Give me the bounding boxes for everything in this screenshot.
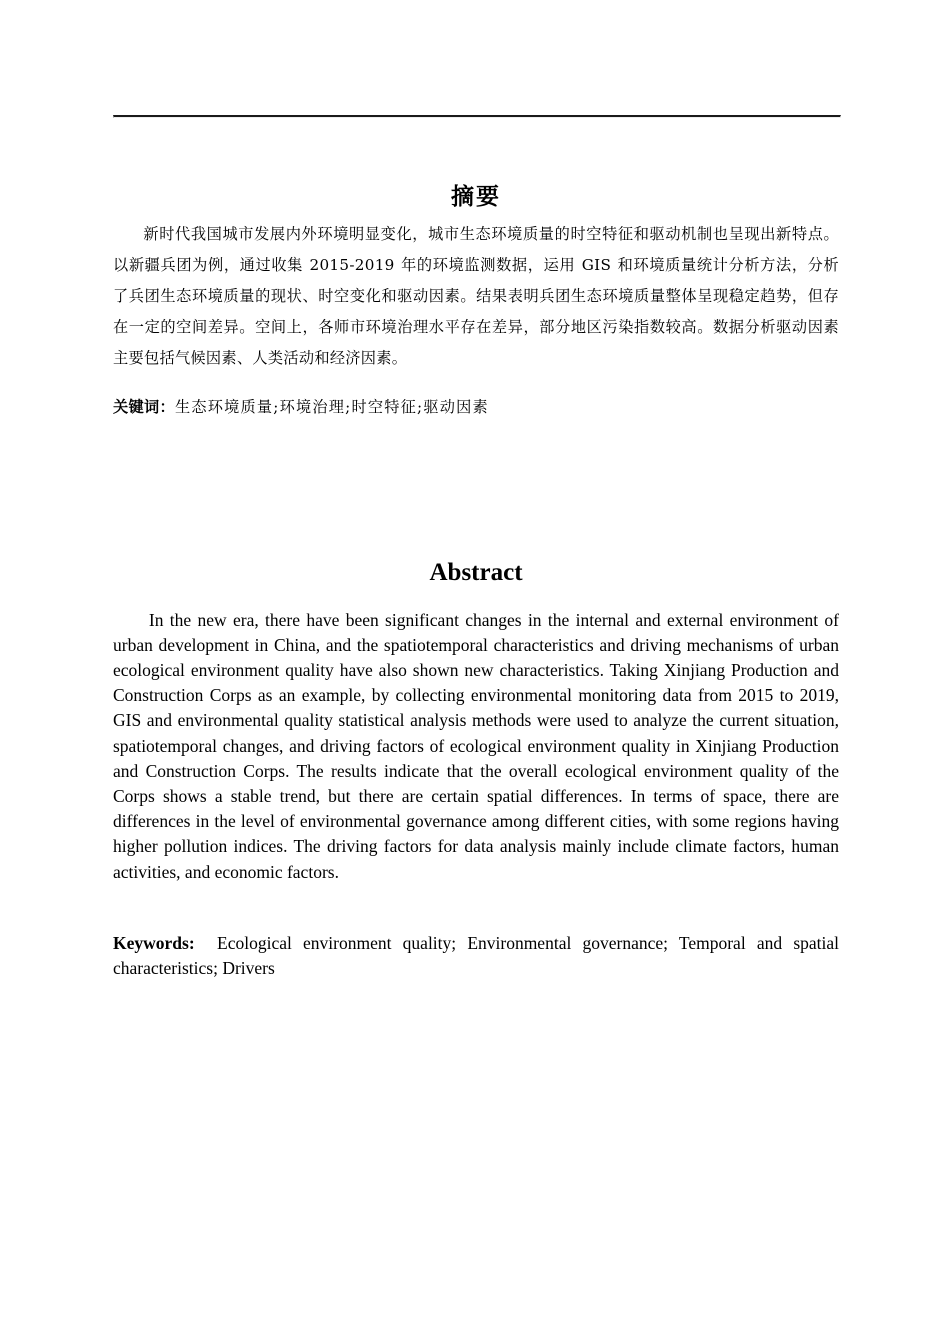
chinese-keywords-value: 生态环境质量;环境治理;时空特征;驱动因素	[174, 398, 489, 417]
header-divider-rule	[113, 115, 841, 118]
english-abstract-heading: Abstract	[429, 558, 523, 586]
english-abstract-body: In the new era, there have been significant changes in the internal and external environment of urban development in China, and the spatiotemporal characteristics and driving mechanisms of urban ecological environment quality have also shown new characteristics. Taking Xinjiang Production and Construction Corps as an example, by collecting environmental monitoring data from 2015 to 2019, GIS and environmental quality statistical analysis methods were used to analyze the current situation, spatiotemporal changes, and driving factors of ecological environment quality in Xinjiang Production and Construction Corps. The results indicate that the overall ecological environment quality of the Corps shows a stable trend, but there are certain spatial differences. In terms of space, there are differences in the level of environmental governance among different cities, with some regions having higher pollution indices. The driving factors for data analysis mainly include climate factors, human activities, and economic factors.	[113, 609, 839, 882]
chinese-abstract-heading: 摘要	[451, 184, 501, 211]
english-keywords-line	[113, 931, 839, 981]
english-keywords-label: Keywords:	[113, 932, 195, 953]
chinese-keywords-label: 关键词：	[113, 398, 175, 417]
chinese-keywords-line	[113, 392, 839, 423]
chinese-abstract-body: 新时代我国城市发展内外环境明显变化，城市生态环境质量的时空特征和驱动机制也呈现出新特点。以新疆兵团为例，通过收集 2015-2019 年的环境监测数据，运用 GIS 和环境质量统计分析方法，分析了兵团生态环境质量的现状、时空变化和驱动因素。结果表明兵团生态环境质量整体呈现稳定趋势，但存在一定的空间差异。空间上，各师市环境治理水平存在差异，部分地区污染指数较高。数据分析驱动因素主要包括气候因素、人类活动和经济因素。	[113, 225, 839, 368]
english-keywords-value: Ecological environment quality; Environmental governance; Temporal and spatial characteristics; Drivers	[113, 932, 839, 978]
